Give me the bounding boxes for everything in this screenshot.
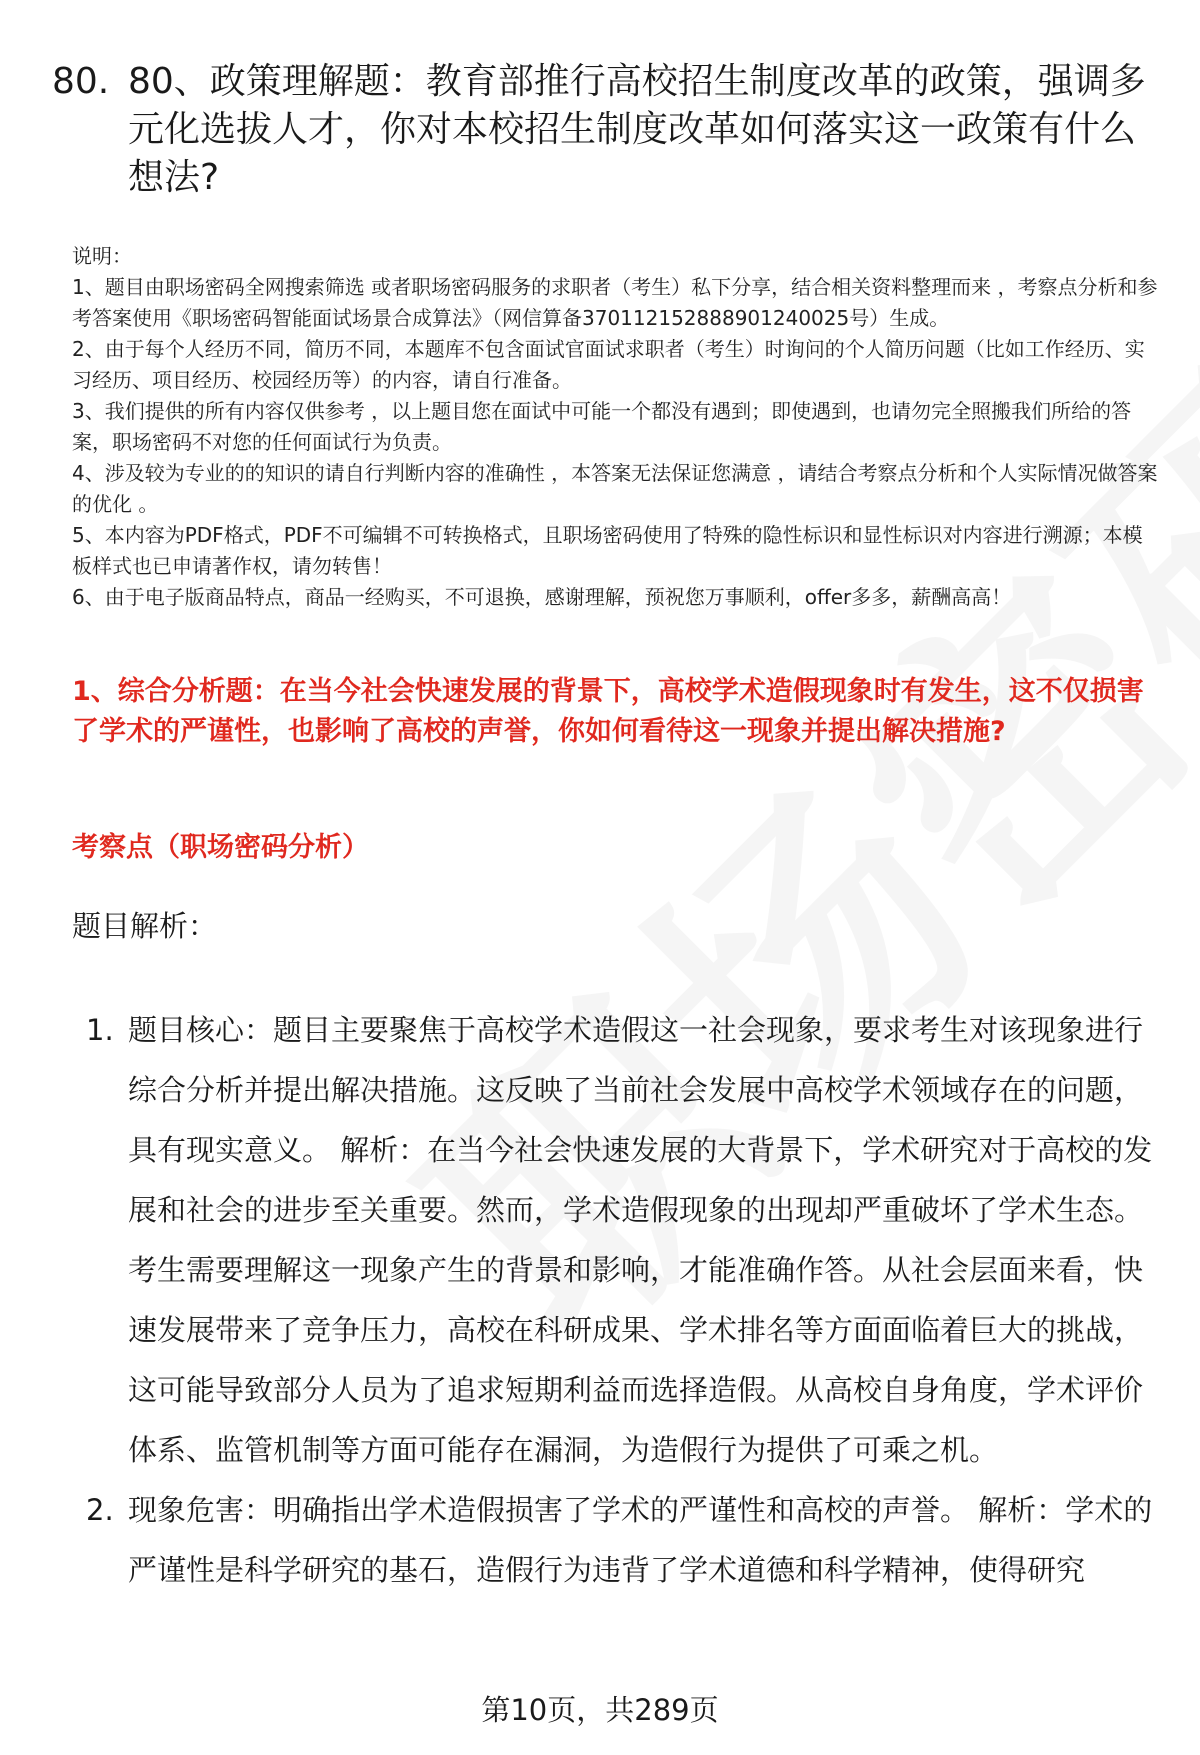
- notes-item: 6、由于电子版商品特点，商品一经购买，不可退换，感谢理解，预祝您万事顺利，offer多多，薪酬高高！: [72, 585, 1012, 609]
- question-title: 1、综合分析题：在当今社会快速发展的背景下，高校学术造假现象时有发生，这不仅损害了学术的严谨性，也影响了高校的声誉，你如何看待这一现象并提出解决措施?: [72, 676, 1144, 747]
- page-footer: 第10页，共289页: [481, 1693, 719, 1727]
- notes-item: 3、我们提供的所有内容仅供参考 ，以上题目您在面试中可能一个都没有遇到；即使遇到，也请勿完全照搬我们所给的答案，职场密码不对您的任何面试行为负责。: [72, 399, 1132, 454]
- notes-item: 5、本内容为PDF格式，PDF不可编辑不可转换格式，且职场密码使用了特殊的隐性标识和显性标识对内容进行溯源；本模板样式也已申请著作权，请勿转售！: [72, 523, 1143, 578]
- list-item-number: 1.: [86, 1013, 114, 1047]
- notes-item: 2、由于每个人经历不同，简历不同，本题库不包含面试官面试求职者（考生）时询问的个人简历问题（比如工作经历、实习经历、项目经历、校园经历等）的内容，请自行准备。: [72, 337, 1145, 392]
- notes-section: [72, 241, 1162, 613]
- list-item: [72, 1480, 1162, 1600]
- heading-text: 80、政策理解题：教育部推行高校招生制度改革的政策，强调多元化选拔人才，你对本校招生制度改革如何落实这一政策有什么想法?: [128, 61, 1146, 198]
- analysis-subhead: 考察点（职场密码分析）: [72, 832, 369, 863]
- list-item-text: 现象危害：明确指出学术造假损害了学术的严谨性和高校的声誉。 解析：学术的严谨性是科学研究的基石，造假行为违背了学术道德和科学精神，使得研究: [128, 1493, 1153, 1587]
- notes-item: 1、题目由职场密码全网搜索筛选 或者职场密码服务的求职者（考生）私下分享，结合相关资料整理而来 ，考察点分析和参考答案使用《职场密码智能面试场景合成算法》（网信算备370112152888901240025号）生成。: [72, 275, 1158, 330]
- list-item-number: 2.: [86, 1493, 114, 1527]
- analysis-list: [72, 1000, 1162, 1600]
- page-heading: [52, 58, 1162, 202]
- notes-title: 说明：: [72, 244, 132, 268]
- list-item-text: 题目核心：题目主要聚焦于高校学术造假这一社会现象，要求考生对该现象进行综合分析并提出解决措施。这反映了当前社会发展中高校学术领域存在的问题，具有现实意义。 解析：在当今社会快速发展的大背景下，学术研究对于高校的发展和社会的进步至关重要。然而，学术造假现象的出现却严重破坏了学术生态。考生需要理解这一现象产生的背景和影响，才能准确作答。从社会层面来看，快速发展带来了竞争压力，高校在科研成果、学术排名等方面面临着巨大的挑战，这可能导致部分人员为了追求短期利益而选择造假。从高校自身角度，学术评价体系、监管机制等方面可能存在漏洞，为造假行为提供了可乘之机。: [128, 1013, 1153, 1467]
- list-item: [72, 1000, 1162, 1480]
- notes-item: 4、涉及较为专业的的知识的请自行判断内容的准确性 ，本答案无法保证您满意 ，请结合考察点分析和个人实际情况做答案的优化 。: [72, 461, 1158, 516]
- heading-number: 80.: [52, 61, 110, 102]
- parse-label: 题目解析：: [72, 909, 218, 943]
